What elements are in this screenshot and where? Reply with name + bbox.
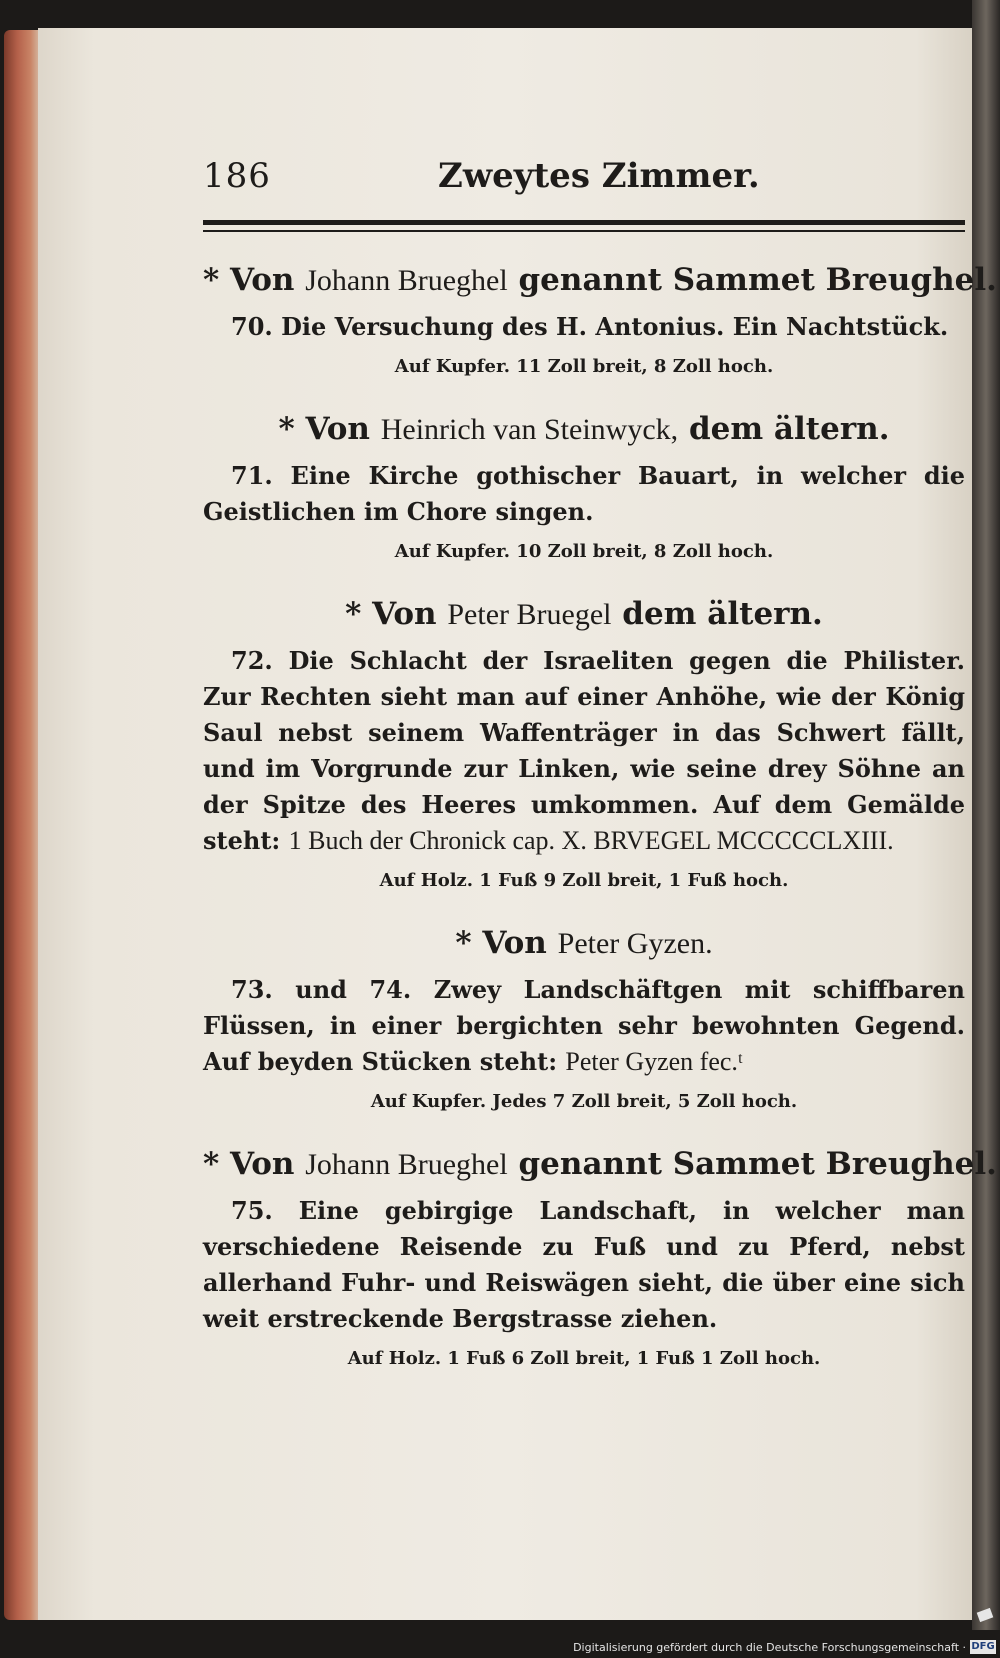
heading-prefix: * Von <box>203 1146 295 1182</box>
heading-prefix: * Von <box>455 925 547 961</box>
entry-text: 75. Eine gebirgige Landschaft, in welcher man verschiedene Reisende zu Fuß und zu Pferd, nebst allerhand Fuhr- und Reiswägen sieht, die über eine sich weit erstreckende Bergstrasse ziehen. <box>203 1196 965 1333</box>
running-title: Zweytes Zimmer. <box>438 156 760 196</box>
book-edge-right <box>972 0 1000 1630</box>
head-rule-thick <box>203 220 965 225</box>
heading-prefix: * Von <box>278 411 370 447</box>
entry-inscription: 1 Buch der Chronick cap. X. BRVEGEL MCCCCCLXIII. <box>288 826 894 855</box>
entry-text-main: 73. und 74. Zwey Landschäftgen mit schiffbaren Flüssen, in einer bergichten sehr bewohnten Gegend. Auf beyden Stücken steht: <box>203 975 965 1076</box>
entry-dimensions: Auf Holz. 1 Fuß 9 Zoll breit, 1 Fuß hoch. <box>379 870 789 891</box>
artist-name: Johann Brueghel <box>305 264 508 297</box>
running-head <box>203 148 965 208</box>
book-edge-left <box>4 30 42 1620</box>
entry-text: 71. Eine Kirche gothischer Bauart, in welcher die Geistlichen im Chore singen. <box>203 461 965 526</box>
book-page <box>38 28 997 1620</box>
entry-text <box>203 972 965 1080</box>
heading-suffix: dem ältern. <box>688 411 890 447</box>
footer-credit: Digitalisierung gefördert durch die Deutsche Forschungsgemeinschaft · <box>573 1641 966 1654</box>
entry-inscription: Peter Gyzen fec.ᵗ <box>565 1047 743 1076</box>
section-heading <box>203 260 997 301</box>
section-heading <box>203 923 965 964</box>
heading-prefix: * Von <box>345 596 437 632</box>
entry-dimensions: Auf Holz. 1 Fuß 6 Zoll breit, 1 Fuß 1 Zoll hoch. <box>347 1348 821 1369</box>
page-number: 186 <box>203 156 271 196</box>
entry-dimensions: Auf Kupfer. 11 Zoll breit, 8 Zoll hoch. <box>394 356 774 377</box>
entry-dimensions: Auf Kupfer. 10 Zoll breit, 8 Zoll hoch. <box>394 541 774 562</box>
heading-prefix: * Von <box>203 262 295 298</box>
heading-suffix: genannt Sammet Breughel. <box>518 262 997 298</box>
artist-name: Johann Brueghel <box>305 1148 508 1181</box>
artist-name: Heinrich van Steinwyck, <box>380 413 679 446</box>
artist-name: Peter Bruegel <box>447 598 612 631</box>
heading-suffix: dem ältern. <box>622 596 823 632</box>
page-content <box>203 148 997 1373</box>
entry-text-main: 72. Die Schlacht der Israeliten gegen die Philister. Zur Rechten sieht man auf einer Anhöhe, wie der König Saul nebst seinem Waffenträger in das Schwert fällt, und im Vorgrunde zur Linken, wie seine drey Söhne an der Spitze des Heeres umkommen. Auf dem Gemälde steht: <box>203 646 965 855</box>
heading-suffix: genannt Sammet Breughel. <box>518 1146 997 1182</box>
entry-dimensions: Auf Kupfer. Jedes 7 Zoll breit, 5 Zoll hoch. <box>370 1091 798 1112</box>
artist-name: Peter Gyzen. <box>557 927 713 960</box>
section-heading <box>203 594 965 635</box>
entry-text <box>203 643 965 859</box>
entry-text: 70. Die Versuchung des H. Antonius. Ein Nachtstück. <box>231 312 949 341</box>
section-heading <box>203 1144 997 1185</box>
section-heading <box>203 409 965 450</box>
head-rule-thin <box>203 230 965 232</box>
dfg-logo: DFG <box>971 1641 995 1652</box>
